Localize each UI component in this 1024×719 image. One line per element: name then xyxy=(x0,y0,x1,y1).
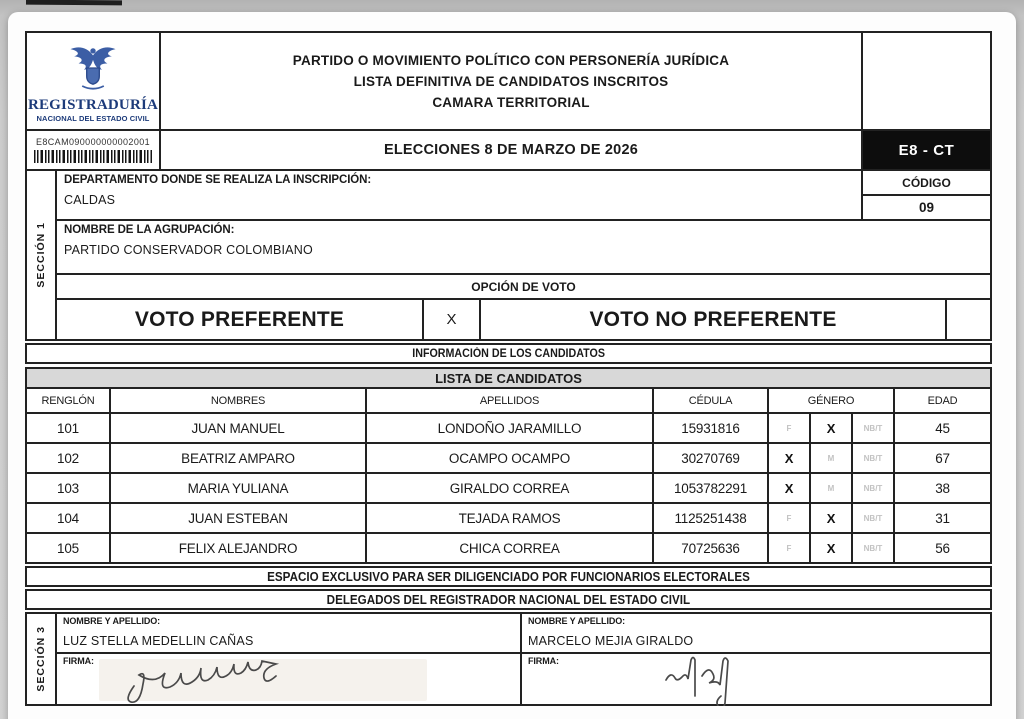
delegates-title: DELEGADOS DEL REGISTRADOR NACIONAL DEL ESTADO CIVIL xyxy=(326,592,691,607)
scan-artifact xyxy=(26,0,122,5)
candidates-list-bar xyxy=(25,367,992,389)
department-value: CALDAS xyxy=(64,193,116,207)
cedula-value: 70725636 xyxy=(652,534,767,562)
edad-value: 45 xyxy=(893,414,990,442)
group-row xyxy=(57,221,990,275)
section-1-content xyxy=(57,171,990,339)
nombres-value: JUAN MANUEL xyxy=(109,414,365,442)
gender-cell-f: X xyxy=(767,474,809,502)
edad-value: 67 xyxy=(893,444,990,472)
vote-option-row xyxy=(57,300,990,339)
edad-value: 31 xyxy=(893,504,990,532)
renglon-value: 104 xyxy=(57,510,79,526)
department-label: DEPARTAMENTO DONDE SE REALIZA LA INSCRIPCIÓN: xyxy=(64,174,372,186)
gender-cell-m: X xyxy=(809,534,851,562)
code-value: 09 xyxy=(918,200,935,215)
barcode-icon xyxy=(34,150,152,163)
section-1-strip xyxy=(27,171,57,339)
col-header-renglon: RENGLÓN xyxy=(41,394,95,407)
candidate-row-102 xyxy=(27,442,990,472)
apellidos-value: TEJADA RAMOS xyxy=(365,504,652,532)
gender-cell-m: M xyxy=(809,444,851,472)
gender-cell-m: X xyxy=(809,504,851,532)
delegate-name-label: NOMBRE Y APELLIDO: xyxy=(528,616,626,626)
group-value: PARTIDO CONSERVADOR COLOMBIANO xyxy=(64,243,313,257)
gender-cell-f: F xyxy=(767,534,809,562)
apellidos-value: CHICA CORREA xyxy=(365,534,652,562)
cedula-value: 15931816 xyxy=(652,414,767,442)
delegate-name-block xyxy=(57,614,520,654)
gender-cell-f: F xyxy=(767,414,809,442)
form-title-line-2: LISTA DEFINITIVA DE CANDIDATOS INSCRITOS xyxy=(353,73,669,89)
nombres-value: FELIX ALEJANDRO xyxy=(109,534,365,562)
officials-exclusive-title: ESPACIO EXCLUSIVO PARA SER DILIGENCIADO POR FUNCIONARIOS ELECTORALES xyxy=(267,569,750,584)
col-header-genero: GÉNERO xyxy=(767,389,893,412)
delegate-signature-icon xyxy=(112,656,432,704)
gender-cell-f: X xyxy=(767,444,809,472)
gender-cell-nbt: NB/T xyxy=(851,414,893,442)
logo-subtitle: NACIONAL DEL ESTADO CIVIL xyxy=(36,114,150,123)
candidate-row-103 xyxy=(27,472,990,502)
gender-cell-nbt: NB/T xyxy=(851,474,893,502)
gender-cell-f: F xyxy=(767,504,809,532)
nombres-value: JUAN ESTEBAN xyxy=(109,504,365,532)
delegate-signature-icon xyxy=(660,654,760,706)
gender-cell-m: M xyxy=(809,474,851,502)
form-code: E8CAM090000000002001 xyxy=(35,137,151,147)
delegate-right-column xyxy=(520,614,990,704)
form-header-band xyxy=(25,31,992,131)
apellidos-value: LONDOÑO JARAMILLO xyxy=(365,414,652,442)
candidate-row-104 xyxy=(27,502,990,532)
renglon-value: 105 xyxy=(57,540,79,556)
officials-exclusive-bar xyxy=(25,566,992,587)
form-title-line-3: CAMARA TERRITORIAL xyxy=(432,94,590,110)
form-code-cell xyxy=(27,131,159,169)
section-1-label: SECCIÓN 1 xyxy=(35,222,47,288)
department-row xyxy=(57,171,990,221)
document-page xyxy=(8,12,1016,719)
election-band xyxy=(25,129,992,171)
edad-value: 38 xyxy=(893,474,990,502)
candidate-row-105 xyxy=(27,532,990,562)
voto-no-preferente-label: VOTO NO PREFERENTE xyxy=(589,307,837,331)
col-header-nombres: NOMBRES xyxy=(109,389,365,412)
vote-option-title: OPCIÓN DE VOTO xyxy=(57,275,990,300)
candidates-list-title: LISTA DE CANDIDATOS xyxy=(435,370,582,386)
logo-title: REGISTRADURÍA xyxy=(27,97,159,113)
section-3 xyxy=(25,612,992,706)
section-3-label: SECCIÓN 3 xyxy=(35,626,47,692)
gender-cell-nbt: NB/T xyxy=(851,504,893,532)
cedula-value: 1125251438 xyxy=(652,504,767,532)
col-header-apellidos: APELLIDOS xyxy=(365,389,652,412)
renglon-value: 102 xyxy=(57,450,79,466)
apellidos-value: GIRALDO CORREA xyxy=(365,474,652,502)
candidates-info-bar xyxy=(25,343,992,364)
renglon-value: 103 xyxy=(57,480,79,496)
registraduria-logo xyxy=(27,33,159,129)
electoral-form xyxy=(25,31,992,706)
cedula-value: 30270769 xyxy=(652,444,767,472)
form-title xyxy=(159,33,861,129)
department-cell xyxy=(57,171,861,219)
nombres-value: MARIA YULIANA xyxy=(109,474,365,502)
delegate-name-block xyxy=(522,614,990,654)
delegate-name: LUZ STELLA MEDELLIN CAÑAS xyxy=(63,634,254,648)
delegate-signature-block xyxy=(57,654,520,704)
renglon-value: 101 xyxy=(57,420,79,436)
apellidos-value: OCAMPO OCAMPO xyxy=(365,444,652,472)
signature-label: FIRMA: xyxy=(63,656,94,666)
gender-cell-nbt: NB/T xyxy=(851,444,893,472)
group-label: NOMBRE DE LA AGRUPACIÓN: xyxy=(64,224,235,236)
candidate-row-101 xyxy=(27,412,990,442)
section-1 xyxy=(25,169,992,341)
candidates-table-header xyxy=(27,389,990,412)
delegate-name: MARCELO MEJIA GIRALDO xyxy=(528,634,694,648)
code-label: CÓDIGO xyxy=(863,171,990,196)
election-title: ELECCIONES 8 DE MARZO DE 2026 xyxy=(159,131,861,169)
form-type-badge: E8 - CT xyxy=(861,131,990,169)
cedula-value: 1053782291 xyxy=(652,474,767,502)
registraduria-condor-emblem-icon xyxy=(57,41,129,95)
voto-preferente-label: VOTO PREFERENTE xyxy=(134,307,345,331)
code-cell xyxy=(861,171,990,219)
candidates-info-title: INFORMACIÓN DE LOS CANDIDATOS xyxy=(412,347,605,360)
signature-label: FIRMA: xyxy=(528,656,559,666)
candidates-table xyxy=(25,387,992,564)
voto-no-preferente-checkbox xyxy=(945,300,990,339)
delegate-left-column xyxy=(57,614,520,704)
delegate-name-label: NOMBRE Y APELLIDO: xyxy=(63,616,161,626)
delegates-bar xyxy=(25,589,992,610)
col-header-cedula: CÉDULA xyxy=(652,389,767,412)
edad-value: 56 xyxy=(893,534,990,562)
section-3-strip xyxy=(27,614,57,704)
gender-cell-m: X xyxy=(809,414,851,442)
nombres-value: BEATRIZ AMPARO xyxy=(109,444,365,472)
voto-preferente-checkbox: X xyxy=(422,300,481,339)
header-empty-cell xyxy=(861,33,990,129)
delegate-signature-block xyxy=(522,654,990,704)
gender-cell-nbt: NB/T xyxy=(851,534,893,562)
form-title-line-1: PARTIDO O MOVIMIENTO POLÍTICO CON PERSONERÍA JURÍDICA xyxy=(292,52,730,68)
col-header-edad: EDAD xyxy=(893,389,990,412)
